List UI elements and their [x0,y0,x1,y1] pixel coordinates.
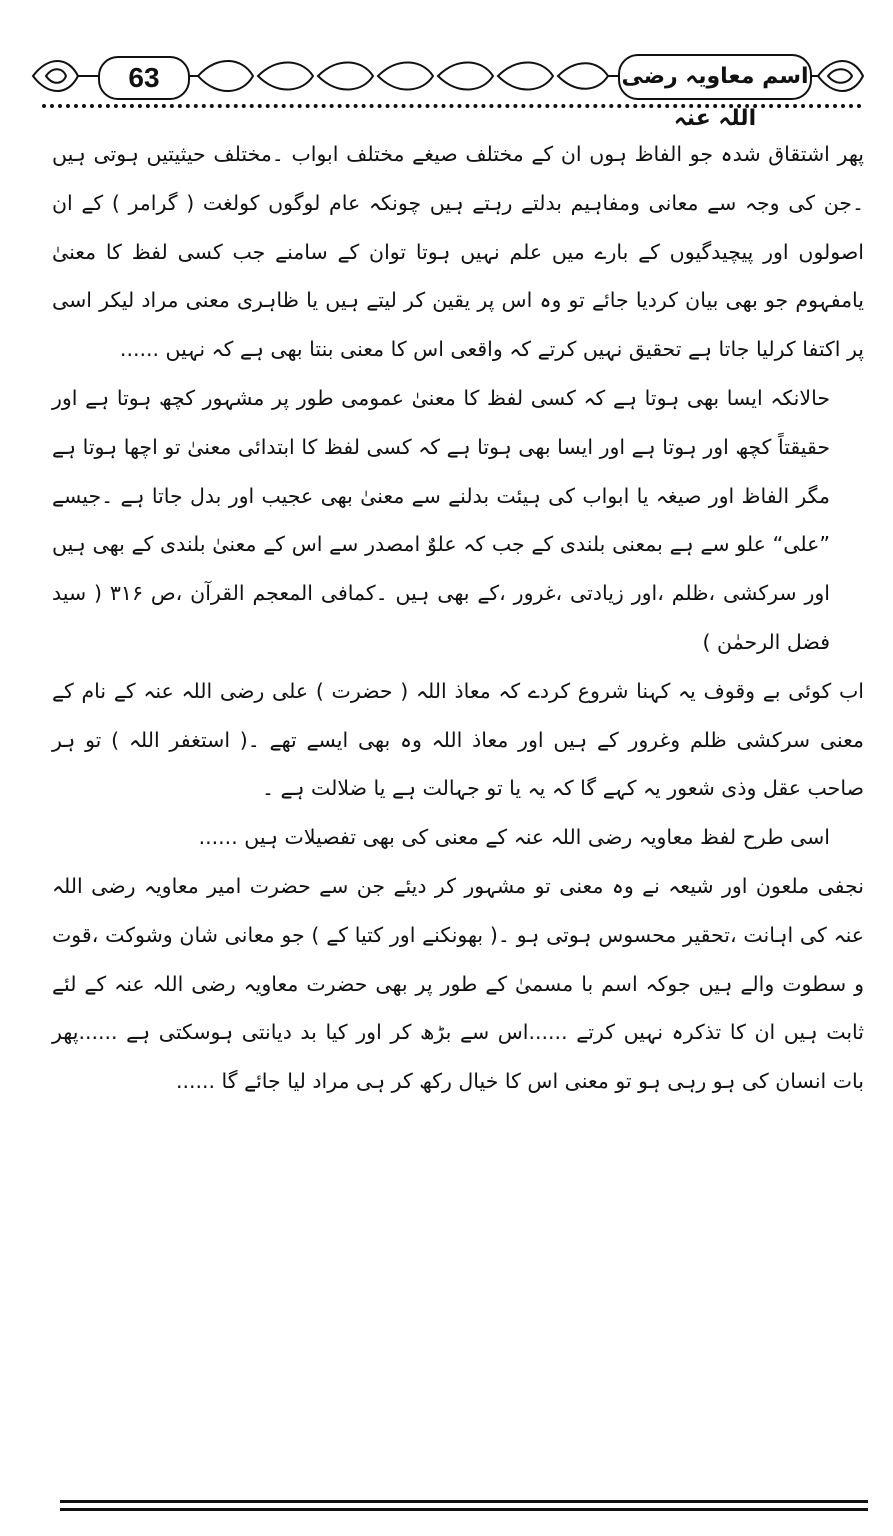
running-title: اسم معاویہ رضی اللہ عنہ [618,54,812,100]
header-divider [42,104,862,108]
page-header [28,46,868,131]
paragraph: پھر اشتقاق شدہ جو الفاظ ہوں ان کے مختلف صیغے مختلف ابواب ۔مختلف حیثیتیں ہوتی ہیں ۔جن کی وجہ سے معانی ومفاہیم بدلتے رہتے ہیں چونکہ عام لوگوں کولغت ( گرامر ) کے ان اصولوں اور پیچیدگیوں کے بارے میں علم نہیں ہوتا توان کے سامنے جب کسی لفظ کا معنیٰ یامفہوم جو بھی بیان کردیا جائے تو وہ اس پر یقین کر لیتے ہیں یا ظاہری معنی مراد لیکر اسی پر اکتفا کرلیا جاتا ہے تحقیق نہیں کرتے کہ واقعی اس کا معنی بنتا بھی ہے کہ نہیں ...... [52,142,864,362]
page-number: 63 [98,56,190,100]
paragraph: اب کوئی بے وقوف یہ کہنا شروع کردے کہ معاذ اللہ ( حضرت ) علی رضی اللہ عنہ کے نام کے معنی سرکشی ظلم وغرور کے ہیں اور معاذ اللہ وہ بھی ایسے تھے ۔( استغفر اللہ ) تو ہر صاحب عقل وذی شعور یہ کہے گا کہ یہ یا تو جہالت ہے یا ضلالت ہے ۔ [52,678,864,801]
footer-divider [60,1500,868,1503]
footer-divider [60,1508,868,1511]
paragraph: نجفی ملعون اور شیعہ نے وہ معنی تو مشہور کر دیئے جن سے حضرت امیر معاویہ رضی اللہ عنہ کی اہانت ،تحقیر محسوس ہوتی ہو ۔( بھونکنے اور کتیا کے ) جو معانی شان وشوکت ،قوت و سطوت والے ہیں جوکہ اسم با مسمیٰ کے طور پر بھی حضرت معاویہ رضی اللہ عنہ کے لئے ثابت ہیں ان کا تذکرہ نہیں کرتے ......اس سے بڑھ کر اور کیا بد دیانتی ہوسکتی ہے ......پھر بات انسان کی ہو رہی ہو تو معنی اس کا خیال رکھ کر ہی مراد لیا جائے گا ...... [52,873,864,1094]
page-body [52,130,864,1106]
paragraph: حالانکہ ایسا بھی ہوتا ہے کہ کسی لفظ کا معنیٰ عمومی طور پر مشہور کچھ ہوتا ہے اور حقیقتاً کچھ اور ہوتا ہے اور ایسا بھی ہوتا ہے کہ کسی لفظ کا ابتدائی معنیٰ تو اچھا ہوتا ہے مگر الفاظ اور صیغہ یا ابواب کی ہیئت بدلنے سے معنیٰ بھی عجیب اور بدل جاتا ہے ۔جیسے ”علی“ علو سے ہے بمعنی بلندی کے جب کہ علوٌ امصدر سے اس کے معنیٰ بلندی کے بھی ہیں اور سرکشی ،ظلم ،اور زیادتی ،غرور ،کے بھی ہیں ۔کمافی المعجم القرآن ،ص ۳۱۶ ( سید فضل الرحمٰن ) [52,385,830,654]
paragraph: اسی طرح لفظ معاویہ رضی اللہ عنہ کے معنی کی بھی تفصیلات ہیں ...... [198,825,830,850]
